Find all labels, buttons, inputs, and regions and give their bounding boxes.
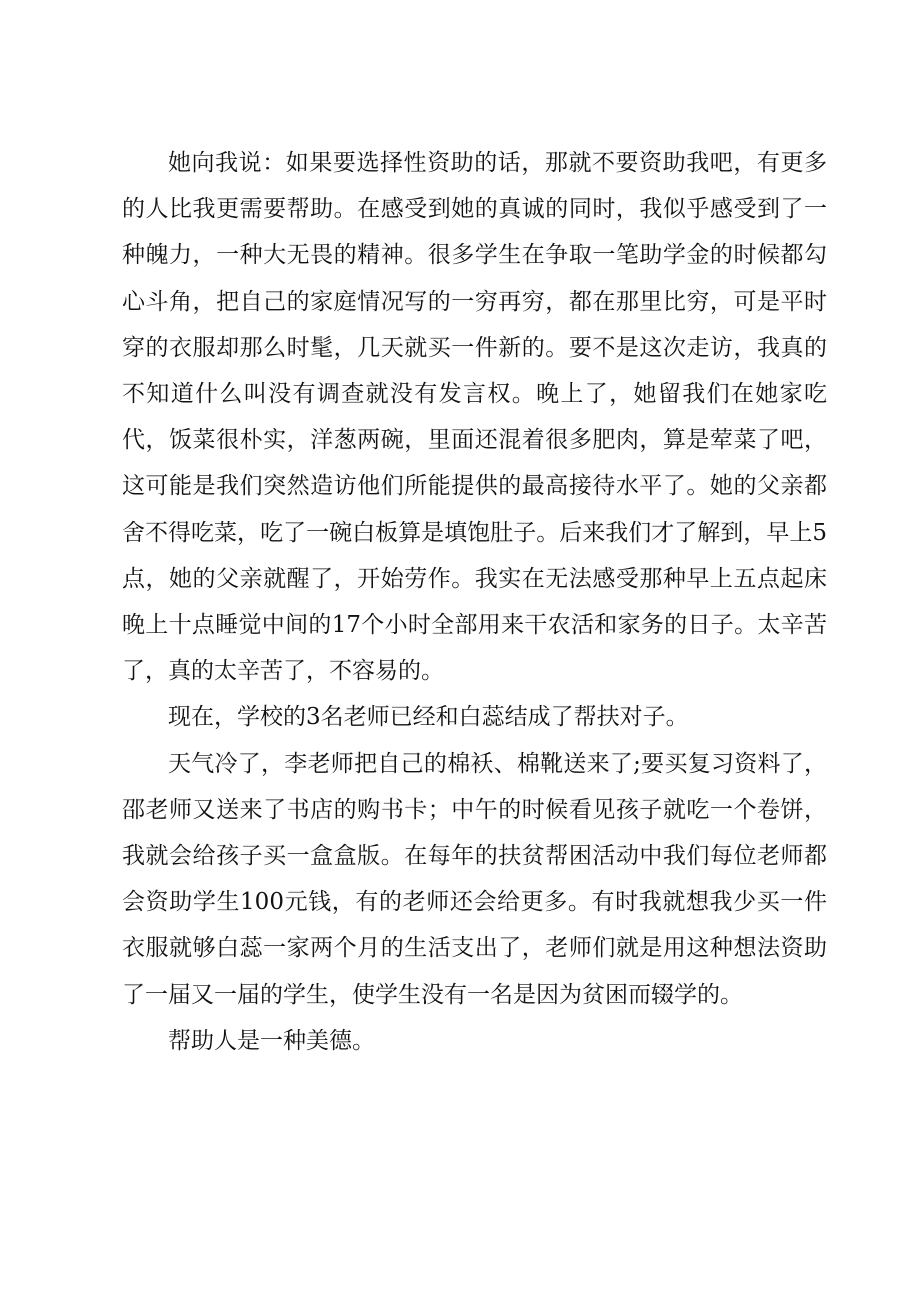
paragraph-1: 她向我说：如果要选择性资助的话，那就不要资助我吧，有更多的人比我更需要帮助。在感受到她的真诚的同时，我似乎感受到了一种魄力，一种大无畏的精神。很多学生在争取一笔助学金的时候都勾心斗角，把自己的家庭情况写的一穷再穷，都在那里比穷，可是平时穿的衣服却那么时髦，几天就买一件新的。要不是这次走访，我真的不知道什么叫没有调查就没有发言权。晚上了，她留我们在她家吃代，饭菜很朴实，洋葱两碗，里面还混着很多肥肉，算是荤菜了吧，这可能是我们突然造访他们所能提供的最高接待水平了。她的父亲都舍不得吃菜，吃了一碗白板算是填饱肚子。后来我们才了解到，早上5点，她的父亲就醒了，开始劳作。我实在无法感受那种早上五点起床晚上十点睡觉中间的17个小时全部用来干农活和家务的日子。太辛苦了，真的太辛苦了，不容易的。 — [122, 150, 827, 685]
paragraph-4: 帮助人是一种美德。 — [168, 1027, 375, 1054]
document-body — [122, 140, 827, 1064]
paragraph-2: 现在，学校的3名老师已经和白蕊结成了帮扶对子。 — [168, 704, 689, 731]
paragraph-3: 天气冷了，李老师把自己的棉袄、棉靴送来了;要买复习资料了，邵老师又送来了书店的购书卡；中午的时候看见孩子就吃一个卷饼，我就会给孩子买一盒盒版。在每年的扶贫帮困活动中我们每位老师都会资助学生100元钱，有的老师还会给更多。有时我就想我少买一件衣服就够白蕊一家两个月的生活支出了，老师们就是用这种想法资助了一届又一届的学生，使学生没有一名是因为贫困而辍学的。 — [122, 750, 827, 1008]
